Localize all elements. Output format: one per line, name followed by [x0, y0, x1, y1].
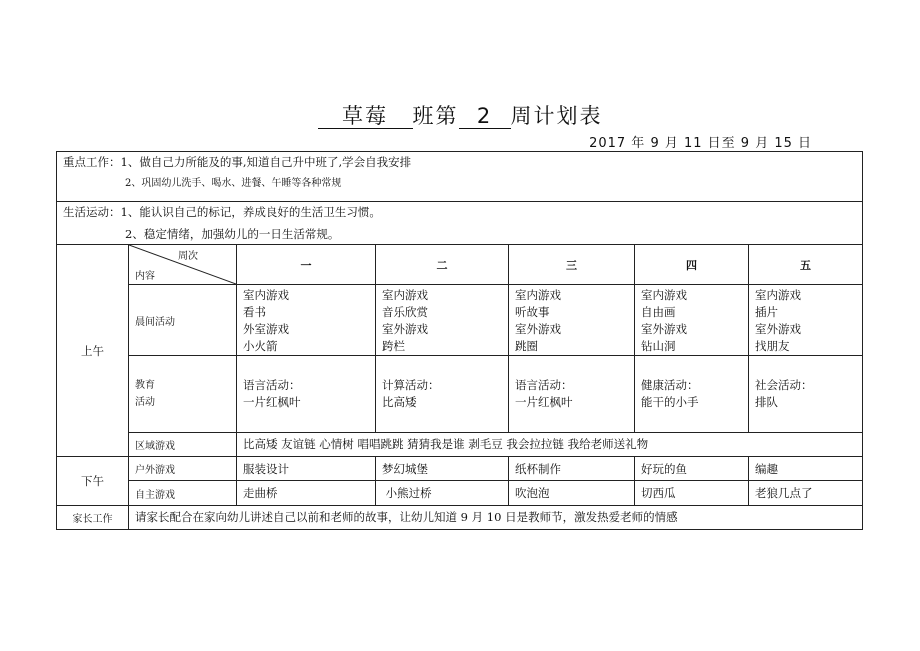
- diag-bottom-label: 内容: [135, 271, 155, 282]
- day-header-5: 五: [749, 245, 863, 285]
- title-mid: 班第: [412, 104, 459, 128]
- day-header-2: 二: [376, 245, 509, 285]
- life-line-2: 2、稳定情绪，加强幼儿的一日生活常规。: [125, 227, 340, 241]
- afternoon-label: 下午: [57, 457, 129, 506]
- outdoor-label: 户外游戏: [129, 457, 237, 481]
- free-play-day-2: 小熊过桥: [376, 481, 509, 506]
- education-day-3: 语言活动： 一片红枫叶: [509, 356, 635, 433]
- header-row: [57, 245, 863, 285]
- page-title: [0, 100, 920, 130]
- morning-activity-day-4: 室内游戏 自由画 室外游戏 钻山洞: [635, 285, 749, 356]
- outdoor-day-2: 梦幻城堡: [376, 457, 509, 481]
- education-row: [57, 356, 863, 433]
- day-header-4: 四: [635, 245, 749, 285]
- parent-work-row: [57, 506, 863, 530]
- week-number: 2: [459, 104, 511, 129]
- outdoor-day-4: 好玩的鱼: [635, 457, 749, 481]
- focus-line-2: 2、巩固幼儿洗手、喝水、进餐、午睡等各种常规: [125, 178, 342, 189]
- education-day-4: 健康活动： 能干的小手: [635, 356, 749, 433]
- weekly-plan-table: [56, 151, 863, 530]
- diagonal-header: [129, 245, 237, 285]
- morning-activity-day-3: 室内游戏 听故事 室外游戏 跳圈: [509, 285, 635, 356]
- morning-activity-label: 晨间活动: [129, 285, 237, 356]
- morning-activity-row: [57, 285, 863, 356]
- free-play-day-1: 走曲桥: [237, 481, 376, 506]
- education-day-5: 社会活动： 排队: [749, 356, 863, 433]
- focus-row: [57, 152, 863, 202]
- free-play-day-5: 老狼几点了: [749, 481, 863, 506]
- area-game-label: 区域游戏: [129, 433, 237, 457]
- outdoor-day-1: 服装设计: [237, 457, 376, 481]
- day-header-1: 一: [237, 245, 376, 285]
- parent-work-text: 请家长配合在家向幼儿讲述自己以前和老师的故事，让幼儿知道 9 月 10 日是教师节，激发热爱老师的情感: [129, 506, 863, 530]
- day-header-3: 三: [509, 245, 635, 285]
- outdoor-day-5: 编趣: [749, 457, 863, 481]
- focus-cell: [57, 152, 863, 202]
- area-game-text: 比高矮 友谊链 心情树 唱唱跳跳 猜猜我是谁 剥毛豆 我会拉拉链 我给老师送礼物: [237, 433, 863, 457]
- morning-label: 上午: [57, 245, 129, 457]
- education-day-2: 计算活动： 比高矮: [376, 356, 509, 433]
- free-play-day-3: 吹泡泡: [509, 481, 635, 506]
- diag-top-label: 周次: [178, 251, 198, 262]
- title-suffix: 周计划表: [510, 104, 603, 128]
- class-name: 草莓: [318, 104, 413, 129]
- focus-line-1: 重点工作：1、做自己力所能及的事,知道自己升中班了,学会自我安排: [63, 155, 412, 169]
- morning-activity-day-2: 室内游戏 音乐欣赏 室外游戏 跨栏: [376, 285, 509, 356]
- education-label: 教育 活动: [129, 356, 237, 433]
- area-game-row: [57, 433, 863, 457]
- free-play-day-4: 切西瓜: [635, 481, 749, 506]
- date-range: 2017 年 9 月 11 日至 9 月 15 日: [589, 136, 812, 151]
- parent-work-label: 家长工作: [57, 506, 129, 530]
- free-play-label: 自主游戏: [129, 481, 237, 506]
- outdoor-row: [57, 457, 863, 481]
- morning-activity-day-5: 室内游戏 插片 室外游戏 找朋友: [749, 285, 863, 356]
- life-cell: [57, 202, 863, 245]
- morning-activity-day-1: 室内游戏 看书 外室游戏 小火箭: [237, 285, 376, 356]
- free-play-row: [57, 481, 863, 506]
- outdoor-day-3: 纸杯制作: [509, 457, 635, 481]
- life-line-1: 生活运动：1、能认识自己的标记，养成良好的生活卫生习惯。: [63, 205, 381, 219]
- education-day-1: 语言活动： 一片红枫叶: [237, 356, 376, 433]
- life-row: [57, 202, 863, 245]
